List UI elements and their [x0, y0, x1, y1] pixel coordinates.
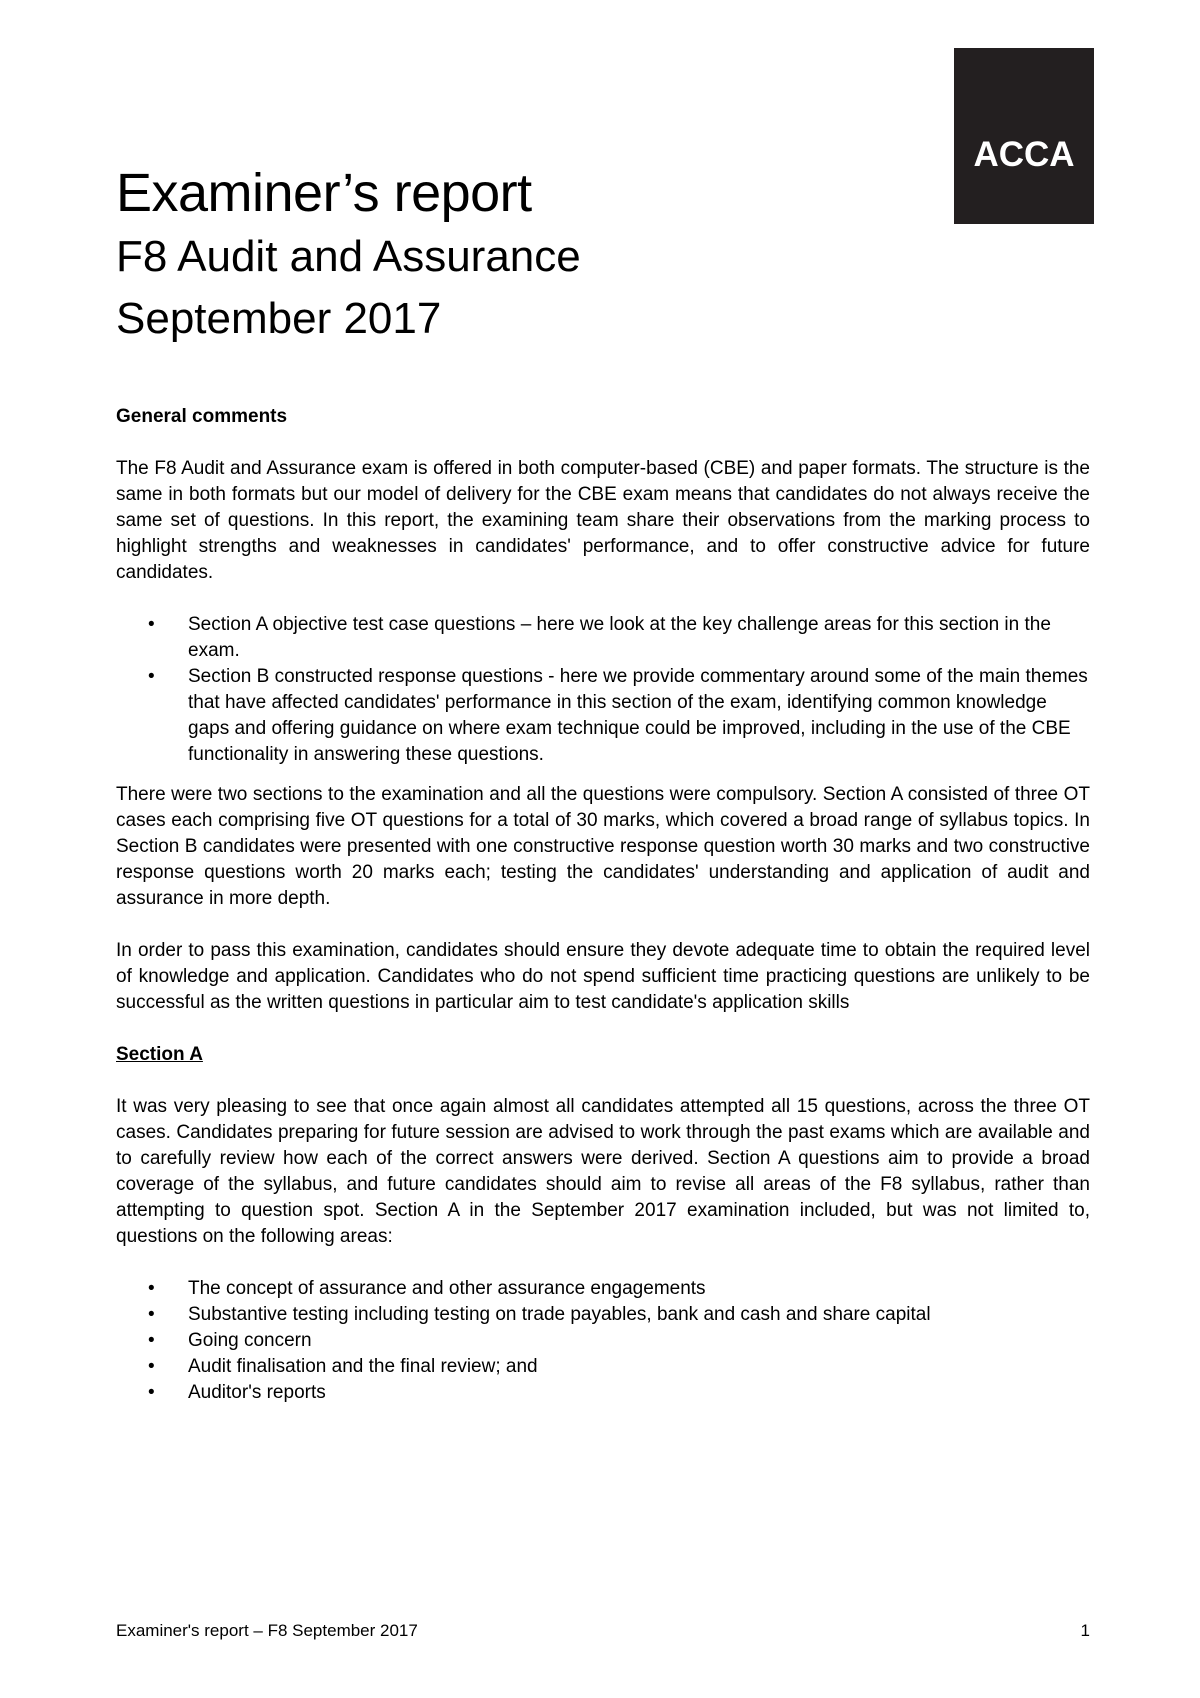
list-item: • Going concern — [188, 1328, 1090, 1354]
report-body — [116, 404, 1090, 1420]
general-paragraph-2: There were two sections to the examination and all the questions were compulsory. Section A consisted of three OT cases each comprising five OT questions for a total of 30 marks, which covered a broad range of syllabus topics. In Section B candidates were presented with one constructive response question worth 30 marks and two constructive response questions worth 20 marks each; testing the candidates' understanding and application of audit and assurance in more depth. — [116, 784, 1090, 909]
list-item: • Auditor's reports — [188, 1380, 1090, 1406]
general-paragraph-3: In order to pass this examination, candidates should ensure they devote adequate time to obtain the required level of knowledge and application. Candidates who do not spend sufficient time practicing questions are unlikely to be successful as the written questions in particular aim to test candidate's application skills — [116, 940, 1090, 1013]
general-comments-heading: General comments — [116, 406, 288, 427]
list-item: • Section B constructed response questions - here we provide commentary around some of the main themes that have affected candidates' performance in this section of the exam, identifying common knowledge gaps and offering guidance on where exam technique could be improved, including in the use of the CBE functionality in answering these questions. — [188, 664, 1090, 768]
report-session: September 2017 — [116, 294, 442, 343]
section-a-paragraph: It was very pleasing to see that once again almost all candidates attempted all 15 questions, across the three OT cases. Candidates preparing for future session are advised to work through the past exams which are available and to carefully review how each of the correct answers were derived. Section A questions aim to provide a broad coverage of the syllabus, and future candidates should aim to revise all areas of the F8 syllabus, rather than attempting to question spot. Section A in the September 2017 examination included, but was not limited to, questions on the following areas: — [116, 1096, 1090, 1247]
page-number: 1 — [1080, 1621, 1090, 1640]
acca-logo-text: ACCA — [973, 135, 1075, 174]
report-subject: F8 Audit and Assurance — [116, 232, 581, 281]
footer-text: Examiner's report – F8 September 2017 — [116, 1621, 418, 1640]
general-bullet-list — [116, 612, 1090, 768]
general-paragraph-1: The F8 Audit and Assurance exam is offered in both computer-based (CBE) and paper formats. The structure is the same in both formats but our model of delivery for the CBE exam means that candidates do not always receive the same set of questions. In this report, the examining team share their observations from the marking process to highlight strengths and weaknesses in candidates' performance, and to offer constructive advice for future candidates. — [116, 458, 1090, 583]
section-a-topic-list — [116, 1276, 1090, 1406]
list-item: • Substantive testing including testing on trade payables, bank and cash and share capital — [188, 1302, 1090, 1328]
list-item: • Section A objective test case questions – here we look at the key challenge areas for this section in the exam. — [188, 612, 1090, 664]
report-title: Examiner’s report — [116, 163, 532, 223]
acca-logo — [954, 48, 1094, 224]
list-item: • The concept of assurance and other assurance engagements — [188, 1276, 1090, 1302]
page-footer — [116, 1620, 1090, 1642]
section-a-heading: Section A — [116, 1044, 203, 1065]
list-item: • Audit finalisation and the final review; and — [188, 1354, 1090, 1380]
report-title-block — [116, 160, 581, 350]
